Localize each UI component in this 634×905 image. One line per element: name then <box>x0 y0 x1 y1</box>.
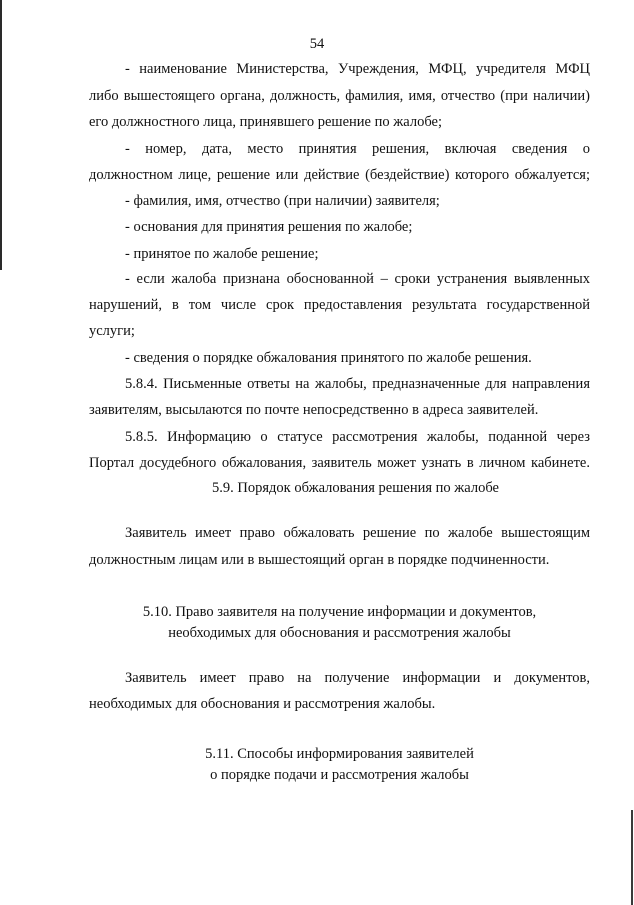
section-heading-5-11: 5.11. Способы информирования заявителей <box>205 746 474 762</box>
text-line: - фамилия, имя, отчество (при наличии) заявителя; <box>125 193 440 209</box>
section-heading-5-10-cont: необходимых для обоснования и рассмотрения жалобы <box>168 625 511 641</box>
scan-edge-right <box>631 810 633 905</box>
text-line: - основания для принятия решения по жалобе; <box>125 219 413 235</box>
text-line: Заявитель имеет право обжаловать решение по жалобе вышестоящим <box>125 525 590 541</box>
text-line: 5.8.5. Информацию о статусе рассмотрения жалобы, поданной через <box>125 429 590 445</box>
text-line: - номер, дата, место принятия решения, включая сведения о <box>125 141 590 157</box>
text-line: 5.8.4. Письменные ответы на жалобы, предназначенные для направления <box>125 376 590 392</box>
text-line: необходимых для обоснования и рассмотрения жалобы. <box>89 696 436 712</box>
text-line: нарушений, в том числе срок предоставления результата государственной <box>89 297 590 313</box>
text-line: заявителям, высылаются по почте непосредственно в адреса заявителей. <box>89 402 539 418</box>
section-heading-5-10: 5.10. Право заявителя на получение информации и документов, <box>142 604 537 620</box>
section-heading-5-11-cont: о порядке подачи и рассмотрения жалобы <box>210 767 469 783</box>
text-line: либо вышестоящего органа, должность, фамилия, имя, отчество (при наличии) <box>89 88 590 104</box>
text-line: - сведения о порядке обжалования принятого по жалобе решения. <box>125 350 532 366</box>
text-line: должностным лицам или в вышестоящий орган в порядке подчиненности. <box>89 552 550 568</box>
text-line: услуги; <box>89 323 135 339</box>
text-line: Заявитель имеет право на получение информации и документов, <box>125 670 590 686</box>
text-line: - принятое по жалобе решение; <box>125 246 319 262</box>
text-line: его должностного лица, принявшего решение по жалобе; <box>89 114 442 130</box>
page-number: 54 <box>309 36 325 52</box>
text-line: Портал досудебного обжалования, заявитель может узнать в личном кабинете. <box>89 455 590 471</box>
text-line: - если жалоба признана обоснованной – сроки устранения выявленных <box>125 271 590 287</box>
section-heading-5-9: 5.9. Порядок обжалования решения по жалобе <box>212 480 499 496</box>
text-line: - наименование Министерства, Учреждения, МФЦ, учредителя МФЦ <box>125 61 590 77</box>
text-line: должностном лице, решение или действие (бездействие) которого обжалуется; <box>89 167 590 183</box>
